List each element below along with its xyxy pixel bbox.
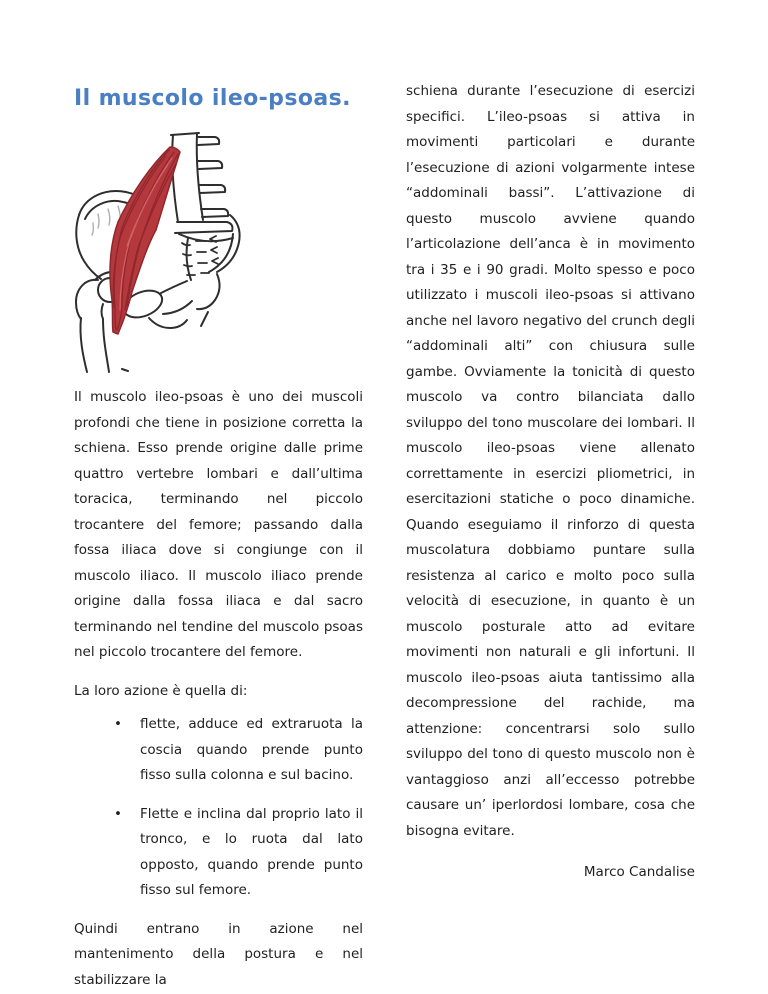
bullet-text: flette, adduce ed extraruota la coscia quando prende punto fisso sulla colonna e sul bacino. bbox=[140, 716, 363, 783]
intro-paragraph: Il muscolo ileo-psoas è uno dei muscoli profondi che tiene in posizione corretta la schiena. Esso prende origine dalle prime quattro vertebre lombari e dall’ultima toracica, terminando nel piccolo trocantere del femore; passando dalla fossa iliaca dove si congiunge con il muscolo iliaco. Il muscolo iliaco prende origine dalla fossa iliaca e dal sacro terminando nel tendine del muscolo psoas nel piccolo trocantere del femore. bbox=[74, 389, 363, 660]
anatomy-drawing-svg bbox=[70, 122, 260, 377]
body-paragraph: schiena durante l’esecuzione di esercizi specifici. L’ileo-psoas si attiva in movimenti particolari e durante l’esecuzione di azioni volgarmente intese “addominali bassi”. L’attivazione di questo muscolo avviene quando l’articolazione dell’anca è in movimento tra i 35 e i 90 gradi. Molto spesso e poco utilizzato i muscoli ileo-psoas si attivano anche nel lavoro negativo del crunch degli “addominali alti” con chiusura sulle gambe. Ovviamente la tonicità di questo muscolo va contro bilanciata dallo sviluppo del tono muscolare dei lombari. Il muscolo ileo-psoas viene allenato correttamente in esercizi pliometrici, in esercitazioni statiche o poco dinamiche. Quando eseguiamo il rinforzo di questa muscolatura dobbiamo puntare sulla resistenza al carico e molto poco sulla velocità di esecuzione, in quanto è un muscolo posturale atto ad evitare movimenti non naturali e gli infortuni. Il muscolo ileo-psoas aiuta tantissimo alla decompressione del rachide, ma attenzione: concentrarsi solo sullo sviluppo del tono di questo muscolo non è vantaggioso anzi all’eccesso potrebbe causare un’ iperlordosi lombare, cosa che bisogna evitare. bbox=[406, 83, 695, 839]
iliopsoas-illustration bbox=[70, 122, 363, 377]
psoas-muscle-shape bbox=[110, 147, 180, 334]
closing-paragraph: Quindi entrano in azione nel mantenimento della postura e nel stabilizzare la bbox=[74, 920, 363, 988]
bullet-list bbox=[74, 712, 363, 904]
spine-drawing bbox=[171, 133, 233, 241]
bullet-icon: • bbox=[114, 716, 122, 732]
list-item bbox=[74, 712, 363, 789]
action-intro: La loro azione è quella di: bbox=[74, 682, 248, 699]
bullet-icon: • bbox=[114, 805, 122, 822]
bullet-text: Flette e inclina dal proprio lato il tronco, e lo ruota dal lato opposto, quando prende punto fisso sul femore. bbox=[140, 805, 363, 898]
page-title: Il muscolo ileo-psoas. bbox=[74, 86, 351, 111]
left-column bbox=[74, 84, 363, 993]
right-column bbox=[406, 79, 695, 886]
author-signature: Marco Candalise bbox=[583, 864, 695, 880]
list-item bbox=[74, 802, 363, 904]
